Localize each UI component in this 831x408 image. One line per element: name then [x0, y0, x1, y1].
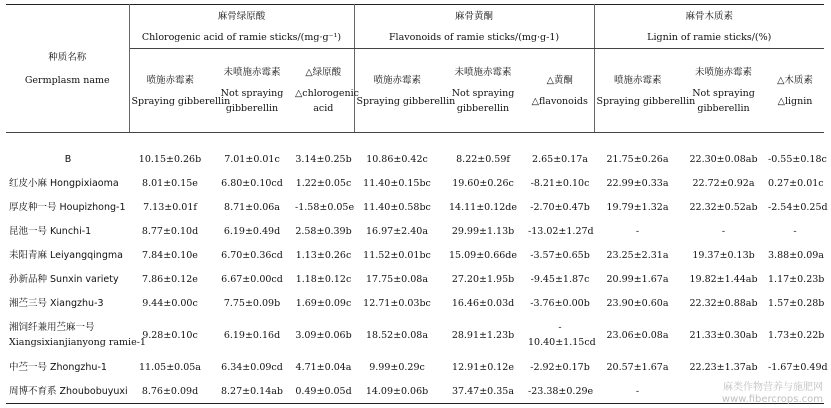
germplasm-name: 耒阳青麻 Leiyangqingma — [9, 249, 123, 261]
value-cell: 16.46±0.03d — [451, 297, 515, 309]
value-cell: 8.01±0.15e — [142, 177, 198, 189]
subheader-2: △绿原酸 △chlorogenic acid — [293, 49, 354, 133]
germplasm-name: 昆池一号 Kunchi-1 — [9, 225, 92, 237]
value-cell: 6.80±0.10cd — [221, 177, 283, 189]
table-row — [6, 291, 824, 315]
value-cell: 21.33±0.30ab — [689, 329, 758, 341]
table-row — [6, 243, 824, 267]
value-cell: 16.97±2.40a — [366, 225, 428, 237]
value-cell: 22.32±0.88ab — [689, 297, 758, 309]
germplasm-name: 红皮小麻 Hongpixiaoma — [9, 177, 119, 189]
value-cell: 4.71±0.04a — [295, 361, 352, 373]
germplasm-name: 湘饲纤兼用苎麻一号 Xiangsixianjianyong ramie-1 — [9, 322, 146, 348]
value-cell: 12.91±0.12e — [452, 361, 514, 373]
value-cell: 10.15±0.26b — [138, 153, 202, 165]
value-cell: 19.79±1.32a — [606, 201, 669, 213]
watermark: 麻类作物营养与施肥网 www.fibercrops.com — [721, 382, 823, 405]
value-cell: 22.99±0.33a — [606, 177, 669, 189]
value-cell: 1.22±0.05c — [295, 177, 352, 189]
value-cell: 19.60±0.26c — [452, 177, 514, 189]
subheader-0: 喷施赤霉素 Spraying gibberellin — [129, 49, 211, 133]
germplasm-name: 中苎一号 Zhongzhu-1 — [9, 361, 107, 373]
table-row — [6, 315, 824, 355]
germplasm-name: 周博不育系 Zhoubobuyuxi — [6, 379, 129, 404]
value-cell: - — [793, 225, 797, 237]
value-cell: 9.44±0.00c — [142, 297, 198, 309]
subheader-8: △木质素 △lignin — [766, 49, 824, 133]
germplasm-name: B — [64, 153, 72, 165]
value-cell: 20.99±1.67a — [606, 273, 669, 285]
value-cell: 8.71±0.06a — [224, 201, 280, 213]
value-cell: -3.57±0.65b — [530, 249, 590, 261]
data-table — [6, 4, 828, 404]
value-cell: 28.91±1.23b — [451, 329, 515, 341]
subheader-3: 喷施赤霉素 Spraying gibberellin — [354, 49, 440, 133]
value-cell: 1.69±0.09c — [295, 297, 352, 309]
value-cell: 3.09±0.06b — [295, 329, 352, 341]
value-cell: 22.23±1.37ab — [689, 361, 758, 373]
value-cell: 18.52±0.08a — [366, 329, 428, 341]
germplasm-header: 种质名称 Germplasm name — [6, 5, 129, 133]
value-cell: -13.02±1.27d — [528, 225, 594, 237]
group-header-chlorogenic: 麻骨绿原酸 Chlorogenic acid of ramie sticks/(mg·g⁻¹) — [129, 5, 354, 49]
value-cell: 22.32±0.52ab — [689, 201, 758, 213]
value-cell: -3.76±0.00b — [530, 297, 590, 309]
value-cell: 11.05±0.05a — [139, 361, 201, 373]
value-cell: 7.84±0.10e — [142, 249, 198, 261]
value-cell: -1.58±0.05e — [295, 201, 355, 213]
value-cell: -2.54±0.25d — [768, 201, 828, 213]
value-cell: 8.77±0.10d — [141, 225, 199, 237]
value-cell: -23.38±0.29e — [526, 379, 594, 404]
subheader-5: △黄酮 △flavonoids — [526, 49, 594, 133]
value-cell: - 10.40±1.15cd — [528, 322, 596, 348]
value-cell: -2.70±0.47b — [530, 201, 590, 213]
value-cell: 9.28±0.10c — [142, 329, 198, 341]
value-cell: 8.27±0.14ab — [211, 379, 293, 404]
value-cell: 14.09±0.06b — [354, 379, 440, 404]
value-cell: 3.88±0.09a — [768, 249, 824, 261]
value-cell: 19.37±0.13b — [692, 249, 755, 261]
value-cell: 20.57±1.67a — [606, 361, 669, 373]
value-cell: -1.67±0.49d — [768, 361, 828, 373]
value-cell: 12.71±0.03bc — [363, 297, 431, 309]
table-row — [6, 171, 824, 195]
value-cell: -2.92±0.17b — [530, 361, 590, 373]
value-cell: 23.90±0.60a — [606, 297, 669, 309]
value-cell: 8.76±0.09d — [129, 379, 211, 404]
table-row — [6, 379, 824, 404]
value-cell: 6.19±0.16d — [223, 329, 281, 341]
table-row — [6, 219, 824, 243]
germplasm-name: 湘苎三号 Xiangzhu-3 — [9, 297, 104, 309]
value-cell: 1.18±0.12c — [295, 273, 352, 285]
value-cell: 17.75±0.08a — [366, 273, 428, 285]
value-cell: -9.45±1.87c — [530, 273, 590, 285]
table-row — [6, 267, 824, 291]
value-cell: 27.20±1.95b — [451, 273, 515, 285]
subheader-4: 未喷施赤霉素 Not spraying gibberellin — [440, 49, 526, 133]
value-cell: 19.82±1.44ab — [689, 273, 758, 285]
subheader-7: 未喷施赤霉素 Not spraying gibberellin — [681, 49, 766, 133]
value-cell: 7.13±0.01f — [143, 201, 197, 213]
subheader-1: 未喷施赤霉素 Not spraying gibberellin — [211, 49, 293, 133]
subheader-6: 喷施赤霉素 Spraying gibberellin — [594, 49, 681, 133]
germplasm-name: 厚皮种一号 Houpizhong-1 — [9, 201, 126, 213]
table-row — [6, 355, 824, 379]
value-cell: 1.73±0.22b — [768, 329, 825, 341]
value-cell: 1.13±0.26c — [295, 249, 352, 261]
value-cell: 11.40±0.15bc — [363, 177, 431, 189]
value-cell: - — [635, 225, 640, 237]
table-row — [6, 195, 824, 219]
value-cell: 9.99±0.29c — [369, 361, 425, 373]
value-cell: 23.06±0.08a — [606, 329, 669, 341]
value-cell: 10.86±0.42c — [366, 153, 428, 165]
value-cell: 37.47±0.35a — [440, 379, 526, 404]
value-cell: 6.34±0.09cd — [221, 361, 283, 373]
value-cell: -0.55±0.18c — [768, 153, 827, 165]
value-cell: -8.21±0.10c — [530, 177, 590, 189]
value-cell: 1.57±0.28b — [768, 297, 825, 309]
value-cell: 2.65±0.17a — [532, 153, 588, 165]
value-cell: 6.70±0.36cd — [221, 249, 283, 261]
value-cell: - — [721, 225, 726, 237]
germplasm-name: 孙新品种 Sunxin variety — [9, 273, 119, 285]
value-cell: 1.17±0.23b — [768, 273, 825, 285]
group-header-flavonoids: 麻骨黄酮 Flavonoids of ramie sticks/(mg·g-1) — [354, 5, 594, 49]
value-cell: 2.58±0.39b — [295, 225, 352, 237]
value-cell: 0.27±0.01c — [768, 177, 824, 189]
value-cell: 21.75±0.26a — [606, 153, 669, 165]
value-cell: 7.01±0.01c — [224, 153, 280, 165]
value-cell: 0.49±0.05d — [293, 379, 354, 404]
value-cell: 7.75±0.09b — [223, 297, 281, 309]
value-cell: 6.67±0.00cd — [221, 273, 283, 285]
value-cell: 29.99±1.13b — [451, 225, 515, 237]
value-cell: 14.11±0.12de — [449, 201, 518, 213]
value-cell: 23.25±2.31a — [606, 249, 669, 261]
value-cell: 3.14±0.25b — [295, 153, 352, 165]
value-cell: 6.19±0.49d — [223, 225, 281, 237]
value-cell: - — [594, 379, 681, 404]
value-cell: 11.40±0.58bc — [363, 201, 431, 213]
value-cell: 22.72±0.92a — [692, 177, 755, 189]
value-cell: 15.09±0.66de — [449, 249, 518, 261]
value-cell: 22.30±0.08ab — [689, 153, 758, 165]
value-cell: 7.86±0.12e — [142, 273, 198, 285]
value-cell: 11.52±0.01bc — [363, 249, 431, 261]
table-row — [6, 133, 824, 172]
value-cell: 8.22±0.59f — [456, 153, 510, 165]
group-header-lignin: 麻骨木质素 Lignin of ramie sticks/(%) — [594, 5, 824, 49]
